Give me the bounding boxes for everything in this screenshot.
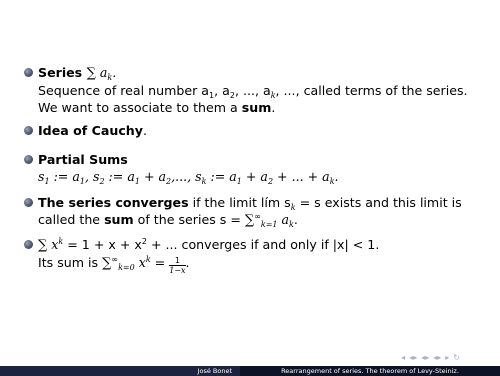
bullet-icon (24, 198, 33, 207)
cauchy-heading: Idea of Cauchy. (38, 123, 148, 138)
geometric-item (28, 236, 468, 275)
nav-last-icon[interactable]: ▸ (445, 353, 450, 362)
convergence-definition: The series converges if the limit lím $s_k = s$ exists and this limit is (38, 195, 462, 212)
footer-bar (0, 366, 500, 376)
convergence-item (28, 194, 468, 229)
bullet-icon (24, 240, 33, 249)
nav-first-icon[interactable]: ◂ (401, 353, 406, 362)
partial-sums-formula: $s_1$ := $a_1$, $s_2$ := $a_1 + a_2$,..., $s_k$ := $a_1 + a_2$ + ... + $a_k$. (38, 169, 339, 186)
bullet-icon (24, 68, 33, 77)
footer-author: José Bonet (0, 366, 240, 376)
series-sum-text: We want to associate to them a sum. (38, 100, 276, 115)
footer-title: Rearrangement of series. The theorem of Levy-Steiniz. (240, 366, 500, 376)
nav-next-icon[interactable]: ◂▸ (433, 353, 442, 362)
series-definition: Sequence of real number $a_1$, $a_2$, ..., $a_k$, ..., called terms of the series. (38, 83, 468, 100)
geometric-sum: Its sum is $\sum^\infty_{k=0}$ $x^k$ = $\frac{1}{1-x}$ . (38, 255, 190, 275)
nav-section-icon[interactable]: ◂▸ (421, 353, 430, 362)
cauchy-item (28, 122, 468, 139)
navigation-bar (401, 353, 460, 362)
geometric-series: ∑ $x^k = 1 + x + x^2$ + ... converges if and only if |x| < 1. (38, 237, 380, 253)
fraction: $\frac{1}{1-x}$ (169, 256, 186, 275)
sum-definition: called the sum of the series $s = \sum^\infty_{k=1}$ $a_k$. (38, 212, 298, 229)
partial-sums-heading: Partial Sums (38, 152, 128, 167)
series-heading: Series ∑ $a_k$. (38, 65, 117, 82)
bullet-icon (24, 155, 33, 164)
bullet-icon (24, 126, 33, 135)
partial-sums-item (28, 151, 468, 185)
series-item (28, 64, 468, 116)
nav-prev-icon[interactable]: ◂▸ (409, 353, 418, 362)
nav-search-icon[interactable]: ↻ (453, 353, 460, 362)
